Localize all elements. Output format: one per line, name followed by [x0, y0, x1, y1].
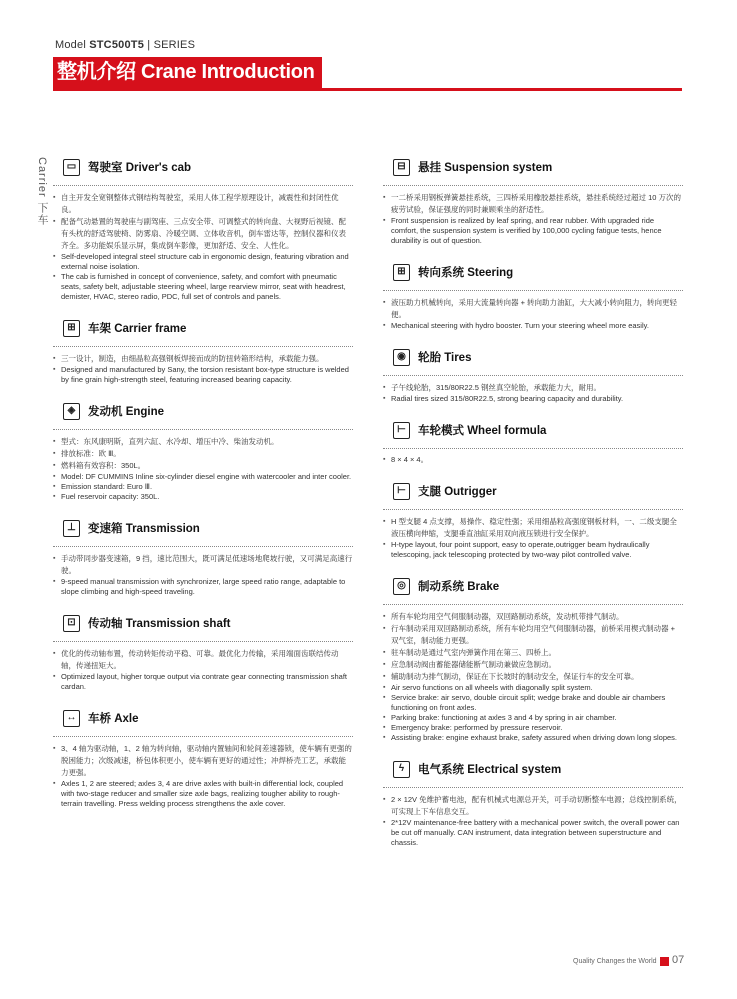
bullet-list	[53, 553, 353, 597]
section-outrigger	[383, 479, 683, 560]
bullet-item: ▪ 燃料箱有效容积：350L。	[53, 460, 353, 472]
axle-icon: ↔	[63, 710, 80, 727]
section-header	[383, 345, 683, 376]
section-title: 车轮模式 Wheel formula	[418, 425, 547, 437]
steering-icon: ⊞	[393, 264, 410, 281]
section-wheel-formula	[383, 418, 683, 465]
section-title: 车桥 Axle	[88, 713, 139, 725]
section-tire	[383, 345, 683, 404]
bullet-item: ▪ Model: DF CUMMINS Inline six-cylinder diesel engine with watercooler and inter cooler.	[53, 472, 353, 482]
section-axle	[53, 706, 353, 809]
bullet-item: ▪ Self-developed integral steel structure cab in ergonomic design, featuring vibration and external noise isolation.	[53, 252, 353, 272]
section-title: 制动系统 Brake	[418, 581, 500, 593]
shaft-icon: ⊡	[63, 615, 80, 632]
section-header	[53, 516, 353, 547]
bullet-item: ▪ 行车制动采用双回路制动系统，所有车轮均用空气伺服制动器，前桥采用楔式制动器 + 双气室，制动能力更强。	[383, 623, 683, 647]
section-header	[53, 706, 353, 737]
section-title: 悬挂 Suspension system	[418, 162, 553, 174]
footer-accent-square	[660, 957, 669, 966]
section-title: 车架 Carrier frame	[88, 323, 187, 335]
section-header	[383, 574, 683, 605]
section-header	[383, 757, 683, 788]
suspension-icon: ⊟	[393, 159, 410, 176]
bullet-list	[53, 648, 353, 692]
section-header	[383, 479, 683, 510]
bullet-item: ▪ H-type layout, four point support, easy to operate,outrigger beam hydraulically telescoping, jack telescoping protected by two-way pilot controlled valve.	[383, 540, 683, 560]
section-title: 支腿 Outrigger	[418, 486, 497, 498]
section-title: 变速箱 Transmission	[88, 523, 200, 535]
bullet-item: ▪ 液压助力机械转向，采用大流量转向器 + 转向助力油缸，大大减小转向阻力，转向更轻便。	[383, 297, 683, 321]
left-column	[53, 155, 353, 809]
section-shaft	[53, 611, 353, 692]
wheel-formula-icon: ⊢	[393, 422, 410, 439]
electrical-icon: ϟ	[393, 761, 410, 778]
engine-icon: ◈	[63, 403, 80, 420]
section-header	[53, 316, 353, 347]
bullet-item: ▪ 9-speed manual transmission with synchronizer, large speed ratio range, adaptable to slope climbing and high-speed traveling.	[53, 577, 353, 597]
outrigger-icon: ⊢	[393, 483, 410, 500]
bullet-item: ▪ 2*12V maintenance-free battery with a mechanical power switch, the overall power can be cut off manually. CAN instrument, data integration between superstructure and chassis.	[383, 818, 683, 848]
section-title: 发动机 Engine	[88, 406, 165, 418]
section-transmission	[53, 516, 353, 597]
right-column	[383, 155, 683, 848]
section-header	[53, 155, 353, 186]
bullet-list	[383, 382, 683, 404]
section-steering	[383, 260, 683, 331]
bullet-item: ▪ Service brake: air servo, double circuit split; wedge brake and double air chambers functioning on front axles.	[383, 693, 683, 713]
bullet-item: ▪ Assisting brake: engine exhaust brake, safety assured when driving down long slopes.	[383, 733, 683, 743]
bullet-list	[53, 353, 353, 385]
section-electrical	[383, 757, 683, 848]
bullet-item: ▪ 排放标准：欧 Ⅲ。	[53, 448, 353, 460]
page-number: 07	[672, 954, 685, 966]
bullet-item: ▪ 2 × 12V 免维护蓄电池，配有机械式电源总开关，可手动切断整车电源；总线控制系统，可实现上下车信息交互。	[383, 794, 683, 818]
frame-icon: ⊞	[63, 320, 80, 337]
section-title: 转向系统 Steering	[418, 267, 514, 279]
bullet-item: ▪ Axles 1, 2 are steered; axles 3, 4 are drive axles with built-in differential lock, coupled with two-stage reducer and smaller size axle bags, realizing tougher ability to rough-terrain travelling. Press welding process strengthens the axle cover.	[53, 779, 353, 809]
bullet-item: ▪ Front suspension is realized by leaf spring, and rear rubber. With upgraded ride comfort, the suspension system is verified by 100,000 cycling fatigue tests, hence durability is out of question.	[383, 216, 683, 246]
bullet-item: ▪ Optimized layout, higher torque output via contrate gear connecting transmission shaft cardan.	[53, 672, 353, 692]
bullet-item: ▪ 自主开发全宽钢整体式钢结构驾驶室，采用人体工程学原理设计，减震性和封闭性优良。	[53, 192, 353, 216]
section-title: 驾驶室 Driver's cab	[88, 162, 192, 174]
bullet-item: ▪ Fuel reservoir capacity: 350L.	[53, 492, 353, 502]
section-frame	[53, 316, 353, 385]
section-header	[53, 399, 353, 430]
bullet-item: ▪ 子午线轮胎，315/80R22.5 钢丝真空轮胎，承载能力大，耐用。	[383, 382, 683, 394]
bullet-item: ▪ Radial tires sized 315/80R22.5, strong bearing capacity and durability.	[383, 394, 683, 404]
side-label: Carrier 下车	[36, 157, 48, 226]
model-code: STC500T5	[89, 39, 145, 51]
bullet-item: ▪ Mechanical steering with hydro booster. Turn your steering wheel more easily.	[383, 321, 683, 331]
bullet-item: ▪ Emission standard: Euro Ⅲ.	[53, 482, 353, 492]
bullet-item: ▪ 应急制动阀由蓄能器储能断气制动兼做应急制动。	[383, 659, 683, 671]
bullet-item: ▪ 配备气动悬置的驾驶座与副驾座、三点安全带、可调整式的转向盘、大视野后视镜、配有头枕的舒适驾驶椅、防雾扇、冷暖空调、立体收音机，倒车雷达等，控制仪器和仪表齐全。多功能娱乐显示屏，集成倒车影像，更加舒适、安全、人性化。	[53, 216, 353, 252]
bullet-item: ▪ Designed and manufactured by Sany, the torsion resistant box-type structure is welded by fine grain high-strength steel, featuring increased bearing capacity.	[53, 365, 353, 385]
section-header	[53, 611, 353, 642]
bullet-item: ▪ The cab is furnished in concept of convenience, safety, and comfort with pneumatic seats, safety belt, adjustable steering wheel, large rearview mirror, seat with headrest, demister, HVAC, stereo radio, PDC, full set of controls and panels.	[53, 272, 353, 302]
section-header	[383, 260, 683, 291]
bullet-item: ▪ 驻车制动是通过气室内弹簧作用在第三、四桥上。	[383, 647, 683, 659]
page-title: 整机介绍 Crane Introduction	[53, 57, 322, 88]
section-cab	[53, 155, 353, 302]
bullet-item: ▪ Emergency brake: performed by pressure reservoir.	[383, 723, 683, 733]
bullet-item: ▪ 手动带同步器变速箱，9 挡，速比范围大，既可满足低速场地爬坡行驶，又可满足高速行驶。	[53, 553, 353, 577]
bullet-list	[383, 794, 683, 848]
section-engine	[53, 399, 353, 502]
footer-slogan: Quality Changes the World	[573, 958, 657, 965]
section-header	[383, 155, 683, 186]
tire-icon: ◉	[393, 349, 410, 366]
bullet-item: ▪ 3、4 轴为驱动轴，1、2 轴为转向轴，驱动轴内置轴间和轮间差速器锁，使车辆有更强的脱困能力；次级减速，桥包体积更小，使车辆有更好的通过性；冲焊桥壳工艺，承载能力更强。	[53, 743, 353, 779]
model-line	[55, 39, 195, 51]
bullet-item: ▪ 辅助制动为排气制动，保证在下长坡时的制动安全，保证行车的安全可靠。	[383, 671, 683, 683]
bullet-item: ▪ 三一设计，制造，由细晶粒高强钢板焊接而成的防扭转箱形结构，承载能力强。	[53, 353, 353, 365]
bullet-item: ▪ H 型支腿 4 点支撑，易操作、稳定性强；采用细晶粒高强度钢板材料，一、二级支腿全液压横向伸缩，支腿垂直油缸采用双向液压锁进行安全保护。	[383, 516, 683, 540]
bullet-item: ▪ 型式：东风康明斯，直列六缸、水冷却、增压中冷、柴油发动机。	[53, 436, 353, 448]
section-header	[383, 418, 683, 449]
section-title: 电气系统 Electrical system	[418, 764, 562, 776]
bullet-list	[383, 297, 683, 331]
bullet-item: ▪ Air servo functions on all wheels with diagonally split system.	[383, 683, 683, 693]
series-label: | SERIES	[144, 39, 196, 51]
section-title: 传动轴 Transmission shaft	[88, 618, 231, 630]
bullet-list	[383, 192, 683, 246]
bullet-item: ▪ Parking brake: functioning at axles 3 and 4 by spring in air chamber.	[383, 713, 683, 723]
bullet-item: ▪ 一二桥采用钢板弹簧悬挂系统，三四桥采用橡胶悬挂系统，悬挂系统经过超过 10 万次的疲劳试验，保证强度的同时兼顾乘坐的舒适性。	[383, 192, 683, 216]
bullet-list	[53, 192, 353, 302]
bullet-list	[383, 611, 683, 743]
title-divider	[53, 88, 682, 91]
bullet-list	[53, 436, 353, 502]
bullet-item: ▪ 优化的传动轴布置，传动转矩传动平稳、可靠。最优化力传输，采用端面齿联结传动轴，传递扭矩大。	[53, 648, 353, 672]
section-title: 轮胎 Tires	[418, 352, 472, 364]
cab-icon: ▭	[63, 159, 80, 176]
brake-icon: ◎	[393, 578, 410, 595]
transmission-icon: ⊥	[63, 520, 80, 537]
bullet-item: ▪ 所有车轮均用空气伺服制动器，双回路制动系统，发动机带排气制动。	[383, 611, 683, 623]
bullet-list	[383, 455, 683, 465]
bullet-list	[383, 516, 683, 560]
section-suspension	[383, 155, 683, 246]
section-brake	[383, 574, 683, 743]
bullet-item: ▪ 8 × 4 × 4。	[383, 455, 683, 465]
bullet-list	[53, 743, 353, 809]
model-prefix: Model	[55, 39, 90, 51]
